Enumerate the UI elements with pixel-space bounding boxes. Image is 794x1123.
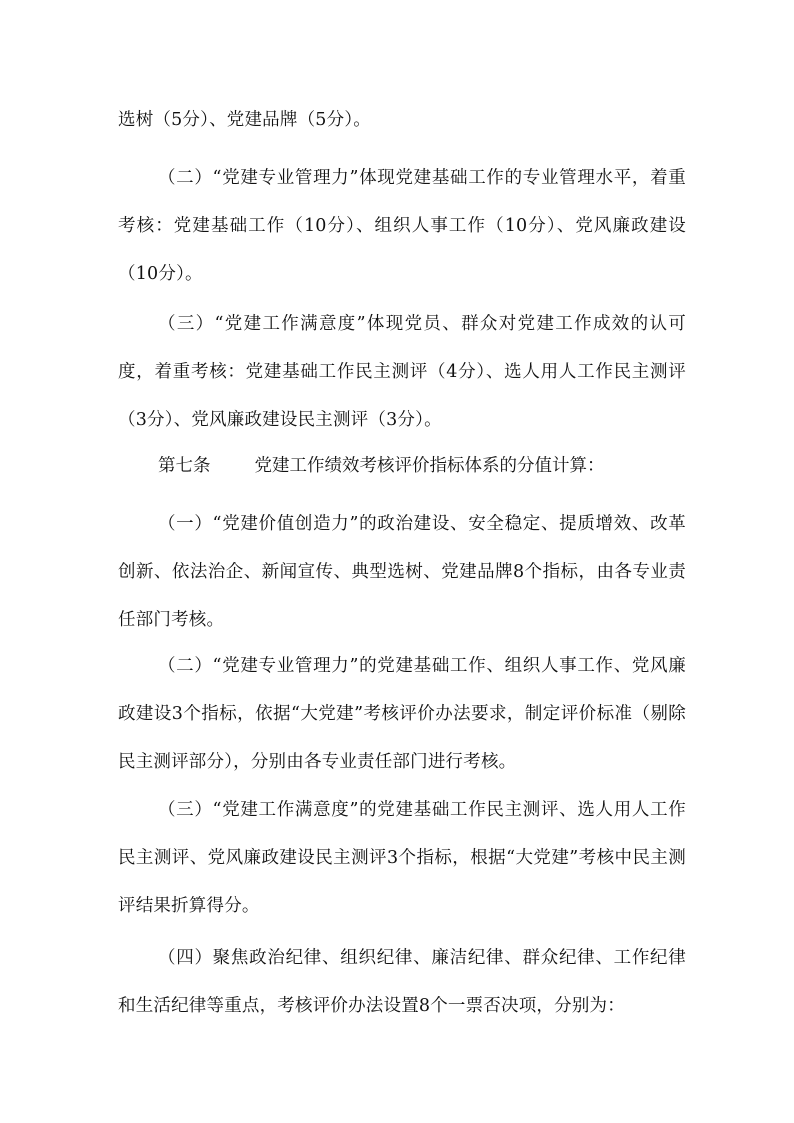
article-number: 第七条: [158, 456, 211, 476]
paragraph-item-one: （一）“党建价值创造力”的政治建设、安全稳定、提质增效、改革创新、依法治企、新闻宣传、典型选树、党建品牌8个指标，由各专业责任部门考核。: [118, 514, 686, 630]
paragraph-item-four: （四）聚焦政治纪律、组织纪律、廉洁纪律、群众纪律、工作纪律和生活纪律等重点，考核评价办法设置8个一票否决项，分别为：: [118, 948, 686, 1016]
paragraph-satisfaction: （三）“党建工作满意度”体现党员、群众对党建工作成效的认可度，着重考核：党建基础工作民主测评（4分）、选人用人工作民主测评（3分）、党风廉政建设民主测评（3分）。: [118, 314, 686, 430]
paragraph-continuation: 选树（5分）、党建品牌（5分）。: [118, 110, 371, 130]
article-title: 党建工作绩效考核评价指标体系的分值计算：: [254, 456, 605, 476]
paragraph-professional-management: （二）“党建专业管理力”体现党建基础工作的专业管理水平，着重考核：党建基础工作（10分）、组织人事工作（10分）、党风廉政建设（10分）。: [118, 168, 686, 284]
article-seven-heading: [158, 442, 605, 490]
paragraph-item-three: （三）“党建工作满意度”的党建基础工作民主测评、选人用人工作民主测评、党风廉政建设民主测评3个指标，根据“大党建”考核中民主测评结果折算得分。: [118, 800, 686, 916]
paragraph-item-two: （二）“党建专业管理力”的党建基础工作、组织人事工作、党风廉政建设3个指标，依据“大党建”考核评价办法要求，制定评价标准（剔除民主测评部分），分别由各专业责任部门进行考核。: [118, 656, 686, 772]
